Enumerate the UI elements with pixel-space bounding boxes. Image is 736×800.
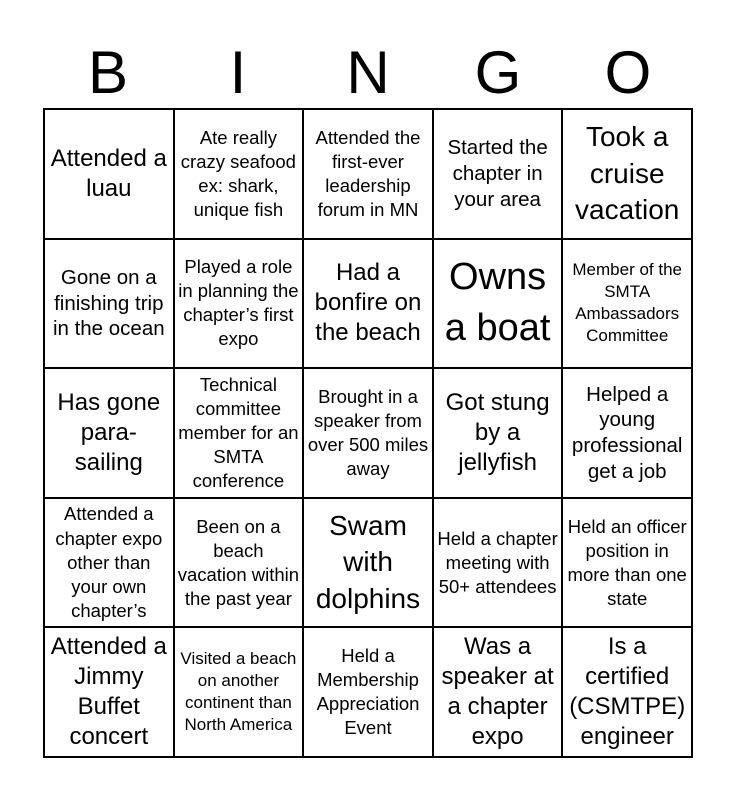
bingo-cell[interactable] (44, 498, 174, 628)
cell-text: Attended a luau (50, 144, 167, 202)
bingo-cell[interactable] (303, 627, 433, 757)
bingo-cell[interactable] (174, 498, 304, 628)
header-letter-b: B (87, 39, 129, 106)
cell-text: Visited a beach on another continent than North America (180, 649, 297, 735)
bingo-header (43, 38, 693, 108)
cell-text: Attended a Jimmy Buffet concert (50, 633, 167, 751)
bingo-cell[interactable] (303, 368, 433, 498)
bingo-cell[interactable] (44, 239, 174, 369)
bingo-cell[interactable] (303, 498, 433, 628)
bingo-cell[interactable] (433, 109, 563, 239)
cell-text: Had a bonfire on the beach (314, 259, 422, 347)
bingo-grid (43, 108, 693, 758)
cell-text: Member of the SMTA Ambassadors Committee (572, 260, 682, 346)
header-letter-i: I (229, 39, 247, 106)
bingo-cell[interactable] (562, 368, 692, 498)
bingo-cell[interactable] (174, 109, 304, 239)
bingo-cell[interactable] (433, 368, 563, 498)
cell-text: Started the chapter in your area (447, 136, 548, 211)
bingo-cell[interactable] (174, 239, 304, 369)
cell-text: Helped a young professional get a job (571, 382, 683, 483)
cell-text: Was a speaker at a chapter expo (441, 633, 554, 751)
cell-text: Played a role in planning the chapter’s first expo (178, 256, 299, 350)
bingo-cell[interactable] (303, 239, 433, 369)
cell-text: Held a chapter meeting with 50+ attendees (437, 527, 558, 597)
bingo-cell[interactable] (44, 109, 174, 239)
header-letter-n: N (346, 39, 390, 106)
header-letter-o: O (604, 39, 652, 106)
cell-text: Gone on a finishing trip in the ocean (52, 265, 165, 341)
cell-text: Got stung by a jellyfish (445, 388, 550, 476)
header-letter-g: G (474, 39, 522, 106)
bingo-cell[interactable] (562, 109, 692, 239)
bingo-cell[interactable] (433, 498, 563, 628)
bingo-cell[interactable] (44, 368, 174, 498)
cell-text: Has gone para-sailing (57, 388, 161, 476)
bingo-cell[interactable] (562, 498, 692, 628)
bingo-cell[interactable] (303, 109, 433, 239)
bingo-cell[interactable] (44, 627, 174, 757)
cell-text: Is a certified (CSMTPE) engineer (569, 633, 686, 751)
cell-text: Brought in a speaker from over 500 miles away (307, 385, 429, 480)
bingo-cell[interactable] (174, 627, 304, 757)
bingo-cell[interactable] (433, 239, 563, 369)
cell-text: Attended the first-ever leadership forum in MN (315, 126, 421, 220)
cell-text: Held an officer position in more than one state (567, 515, 687, 609)
cell-text: Been on a beach vacation within the past year (177, 515, 300, 609)
cell-text: Attended a chapter expo other than your own chapter’s (55, 503, 163, 621)
bingo-cell[interactable] (562, 239, 692, 369)
cell-text: Ate really crazy seafood ex: shark, unique fish (180, 126, 296, 220)
cell-text: Swam with dolphins (315, 510, 421, 614)
cell-text: Took a cruise vacation (575, 121, 680, 225)
bingo-cell[interactable] (562, 627, 692, 757)
cell-text: Held a Membership Appreciation Event (316, 645, 420, 739)
bingo-cell[interactable] (433, 627, 563, 757)
cell-text: Technical committee member for an SMTA conference (178, 373, 299, 492)
cell-text: Owns a boat (444, 256, 551, 350)
bingo-cell[interactable] (174, 368, 304, 498)
